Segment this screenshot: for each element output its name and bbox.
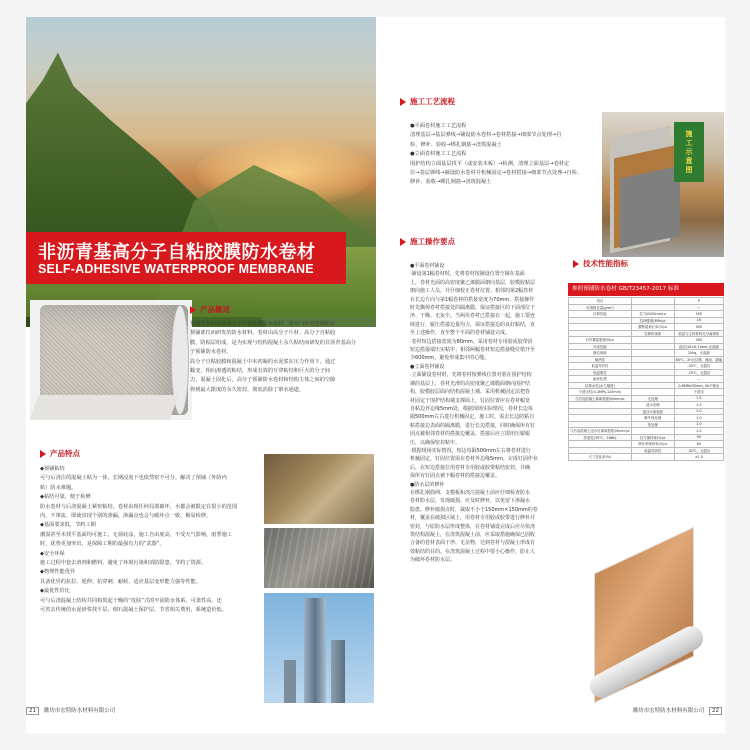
key-point-line: 机械固定，钉固位置需在卷材外边缘5mm。完成钉固作业 [410,456,538,463]
spec-table-cell: 拉伸强度(MPa)≥ [631,317,674,324]
left-footer [26,706,376,715]
process-line: ●立面卷材施工工艺流程 [410,151,467,158]
process-line: 位→基层弹线→铺设防水卷材并机械固定→卷材搭接→细部节点处理→自检、 [410,170,583,177]
key-point-line: ·立面铺设卷材时，先将卷材按弹线位置对准在围护结构 [410,372,532,379]
spec-table-cell: 尺寸变化率(%) [569,454,632,461]
key-points-heading [400,236,455,247]
company-name: 潍坊市宏特防水材料有限公司 [632,708,705,714]
process-heading-label: 施工工艺流程 [410,97,455,106]
company-name: 潍坊市宏特防水材料有限公司 [43,708,116,714]
overview-text [190,320,376,395]
spec-table-cell: 拉力(N/50mm)≥ [631,311,674,318]
feature-line: ◆预铺粘结 [40,466,65,472]
diagram-layer [620,166,680,249]
key-point-line: ·卷材短边搭接宽度为80mm，采用卷材专用胶或胶带沿 [410,338,533,345]
key-point-line: 短边搭接端压实粘牢；相邻两幅卷材短边搭接缝位错开至 [410,347,536,354]
spec-table-cell: 400 [674,337,723,344]
spec-table-cell: 1.0 [674,421,723,428]
spec-table-cell: 热老化(70℃，168h) [569,434,632,441]
overview-line: 子预铺防水卷材。 [190,349,232,356]
feature-line: 防水卷材与后浇混凝土紧密粘结，卷材由现任何局部破坏，水都会被限定在很小的范围 [40,503,238,510]
arrow-icon [190,306,196,314]
features-text [40,465,260,616]
page-number: 21 [26,707,39,715]
product-roll-image [574,540,714,690]
spec-table-cell: 钉杆撕裂强度(N)≥ [569,337,632,344]
overview-line: 高分子自粘胶膜和混凝土中未初凝的水泥浆在压力作用下，通过 [190,358,336,365]
key-point-line: 效粘结的目的。在浇筑混凝土过程中要小心操作，防止人 [410,548,536,555]
spec-table-cell: 16 [674,317,723,324]
arrow-icon [573,260,579,268]
key-point-line: 时先撕掉卷材搭接处的隔离膜，保证搭接区的下面部位干 [410,305,536,312]
key-point-line: 隔500mm左右进行机械固定，施工时，需去长边防粘自 [410,414,535,421]
features-heading [40,448,80,459]
spec-table-cell: 低温柔性 [569,369,632,376]
tower-building [284,660,296,703]
key-point-line: 至上述操作，直至整个平面的卷材铺设完成。 [410,330,511,337]
feature-line: ◆物理性能优异 [40,569,76,576]
overview-heading-label: 产品概述 [200,305,230,314]
key-point-line: 朝向施工人员，并仔细校正卷材位置。相邻的第2幅卷材 [410,288,534,295]
spec-table-cell [631,454,674,461]
spec-table-cell: 泥沙污染表面 [631,408,674,415]
key-point-line: 保所有钉固点被下幅卷材的搭接边覆盖。 [410,473,501,480]
feature-line: 具备优异的抗拉、延伸、抗穿刺、耐候、适应基层变形能力强等性能。 [40,578,201,585]
spec-table-cell: — [674,376,723,383]
key-point-line: 卷材防水层，发现破损、应及时修补，以免留下渗漏水 [410,498,531,505]
spec-table-cell: -32℃，无裂纹 [674,447,723,454]
key-point-line: 自粘边外边缘5mm处，根据现场实际情况，卷材长边每 [410,405,533,412]
feature-line: ◆安全环保 [40,550,65,557]
spec-table-cell: 拉力保持率(%)≥ [631,434,674,441]
spec-table-cell: 渗油性/张 [569,376,632,383]
spec-table-cell: 伸长率保持率(%)≥ [631,441,674,448]
feature-line: 潮湿甚至未找平基面均可施工，无须底涂，施工自由度高，不受天气影响，雨季施工 [40,531,232,538]
spec-table-cell: 胶层与主体材料无分离现象 [674,330,723,337]
construction-diagram [602,112,724,257]
spec-table-cell: 低温弯折性 [631,447,674,454]
key-point-line: ·根据现场实际情况，短边每隔500mm左右将卷材进行 [410,447,531,454]
arrow-icon [400,98,406,106]
overview-line: 预铺部位而研发的防水材料，卷材由高分子片材、高分子自粘胶 [190,330,336,337]
feature-line: 内，不窜流，即使出现个别的渗漏，渗漏点也会与破坏点一致，极易检修。 [40,513,212,520]
spec-table-cell: 可溶物含量(g/m²) [569,304,632,311]
process-line: 清理基层→基层弹线→铺设防水卷材→卷材搭接→细部节点处理→自 [410,132,562,139]
spec-table-cell: 项目 [569,298,632,305]
spec-table-cell: 直径(10±0.1)mm,无渗漏 [674,343,723,350]
spec-table-cell: 拉伸时现象 [631,330,674,337]
feature-line: ◆粘结可靠，便于检修 [40,494,91,501]
key-point-line: 密封，与原防水层形成整体，在卷材铺设完成后应尽快浇 [410,523,536,530]
spec-table-cell: 低温弯折性 [569,363,632,370]
spec-table-cell: 500 [674,311,723,318]
spec-table-cell: 冲击性能 [569,343,632,350]
spec-table-cell: 80℃，2h无位移、流淌、滴落 [675,357,722,362]
spec-table-cell: 90 [674,434,723,441]
membrane-sheet [29,395,178,420]
product-title-cn: 非沥青基高分子自粘胶膜防水卷材 [38,242,316,263]
spec-table-cell: 热处理 [631,421,674,428]
key-point-line: 隐患。修补破损点时，裁取不小于150mm×150mm的卷 [410,506,538,513]
key-point-line: 墙的基层上，卷材光滑的高密度聚乙烯膜面朝向围护结 [410,380,531,387]
key-point-line: 粘搭接边表面的隔离膜，进行长边搭接，同时确保所有钉 [410,422,536,429]
feature-line: 贴）防水难题。 [40,484,77,491]
overview-line: 力，混凝土固化后，高分子预铺防水卷材和结构主体之间的空隙 [190,377,336,384]
spec-table-cell: 1.0 [674,428,723,435]
spec-table-cell: 静态荷载 [569,350,632,357]
feature-line: 时，优势更加突出，是保障工期的最强有力的“武器”。 [40,541,165,548]
process-heading [400,96,455,107]
spec-table-cell: 耐热性 [569,356,632,363]
feature-line: ◆基面要求低，节约工期 [40,522,96,529]
process-text [410,122,596,188]
spec-table-cell: -35℃，无裂纹 [674,363,723,370]
key-point-line: 后，在短边搭接位用卷材专用胶或胶带粘结密封，并确 [410,464,531,471]
spec-table-cell: 1.0 [674,415,723,422]
key-point-line: 上，卷材光面的高密度聚乙烯膜面朝向基层，胶模胶粘层 [410,279,536,286]
diagram-label: 施工示意图 [674,122,704,182]
key-point-line: ●平面卷材铺设 [410,263,445,269]
key-point-line: 构，胶模胶层面向结构混凝土墙。采用机械固定法把卷 [410,389,531,396]
spec-table-cell: 0.8MPa/35mm, 4h不窜水 [674,382,723,389]
spec-table-cell: 1.5 [674,395,723,402]
right-footer [376,706,722,715]
spec-table-cell: 与后浇混凝土剥离强度(N/mm)≥ [569,395,632,402]
spec-table-cell: 20kg，无渗漏 [674,350,723,357]
spec-table-cell: 1.0 [674,408,723,415]
spec-table-cell: 400 [674,324,723,331]
overview-heading [190,304,230,315]
overview-line: 预铺式非沥青基高分子自粘胶膜防水卷材，是专门针对建筑防水 [190,321,336,327]
key-point-line: 材固定于围护结构墙支撑面上，钉固位置应在卷材幅宽 [410,397,531,404]
feature-line: 可与后浇混凝土结构共同构筑起干燥的“皮肤”式的牢固防水体系，可靠性高，还 [40,597,222,604]
feature-line: ◆最优性价比 [40,588,70,595]
key-point-line: 固点被相邻卷材的搭接边覆盖，搭接后应立即用压辊辊 [410,431,531,438]
spec-table-cell: -25℃，无裂纹 [674,369,723,376]
tower-building [331,640,345,703]
concrete-texture [264,528,374,588]
key-point-line: 材，覆盖在破损区域上，用卷材专用胶或胶带进行修补并 [410,515,536,522]
spec-table-cell: 与后浇混凝土浸水后剥离强度(N/mm)≥ [570,429,630,434]
key-point-line: 净、干燥、无灰尘。当两块卷材已搭接在一起，施工要连 [410,313,536,320]
tower-building [304,598,326,703]
process-line: 检、修补、验收→绑扎钢筋→浇筑混凝土 [410,141,502,148]
key-point-line: ·铺设第1幅卷材时，先将卷材按铺设位置空铺在基面 [410,271,525,278]
key-point-line: 筑结构混凝土，在浇筑混凝土前，应采取措施确保已固收 [410,532,536,538]
key-point-line: 少600mm，避免形成集中的心缝。 [410,355,490,362]
spec-table-cell: 紫外线处理 [631,415,674,422]
spec-table-row [569,454,724,461]
key-points-text [410,262,568,565]
key-point-line: 在绑扎钢筋网、支模板和浇注混凝土前应仔细检查防水 [410,489,531,496]
feature-line: 可与后浇注的混凝土粘为一体，长期浸泡下也依然密不可分。解决了预铺（外防内 [40,475,227,482]
spec-table-cell: 拉伸性能 [569,311,632,318]
spec-table-cell: 80 [674,441,723,448]
process-line: ●平面卷材施工工艺流程 [410,123,467,129]
tech-heading-label: 技术性能指标 [583,259,628,268]
key-point-line: 续进行，辊压搭接边量均力，保证搭接边的良好粘结，直 [410,321,536,328]
overview-line: 蠕变、相向渗透的粘结，形成有效的互穿粘结和巨大的分子间 [190,368,331,375]
spec-table-cell: — [674,304,723,311]
spec-table-cell: 不透水性(0.3MPa,120min) [569,389,632,396]
installation-photo [264,454,374,524]
features-heading-label: 产品特点 [50,449,80,458]
spec-table-cell: 不透水 [674,389,723,396]
overview-line: 膜、防粘层组成，是为实现与结构混凝土永久粘结而研发的非沥青基高分 [190,339,357,346]
page-number: 22 [709,707,722,715]
key-points-heading-label: 施工操作要点 [410,237,455,246]
process-line: 围护结构立面基层找平（或安装木板）→检测，清理立面基层→卷材定 [410,160,570,167]
spec-table-cell: 膜断裂伸长率(%)≥ [631,324,674,331]
spec-table-cell: 无处理 [631,395,674,402]
arrow-icon [40,450,46,458]
tech-heading [573,258,628,269]
spec-table-cell: 1.0 [674,402,723,409]
feature-line: 施工过程中套去溶剂和燃料，避免了环境污染和消防隐患，节约了资源。 [40,560,207,567]
overview-line: 得到最大限度的永久密封，彻底消除了窜水通道。 [190,386,305,393]
key-point-line: ●立面卷材铺设 [410,363,445,370]
process-line: 修补、验收→绑扎钢筋→浇筑混凝土 [410,179,492,186]
spec-table-cell: 抗窜水性(水力梯度) [569,382,632,389]
key-point-line: 压，以确保密封粘牢。 [410,439,461,446]
arrow-icon [400,238,406,246]
key-point-line: ●防水层的修补 [410,481,445,488]
spec-table-cell: ±1.5 [674,454,723,461]
key-point-line: 为破坏卷材防水层。 [410,557,456,564]
key-point-line: 合备的卷材表面干净、无杂物，达到卷材与混凝土形成有 [410,540,536,547]
spec-table-cell: P [674,298,723,305]
spec-table [568,297,724,461]
spec-table-cell: 浸水处理 [631,402,674,409]
key-point-line: 在长边方向与第1幅卷材的搭接宽度为70mm，搭接操作 [410,296,535,303]
feature-line: 可省去传统的水泥砂浆找平层、细石混凝土保护层，节省相关费用，系统造价低。 [40,607,227,614]
spec-table-title: 参照预铺防水卷材 GB/T23457-2017 标准 [568,283,724,296]
product-title-en: SELF-ADHESIVE WATERPROOF MEMBRANE [38,262,314,276]
